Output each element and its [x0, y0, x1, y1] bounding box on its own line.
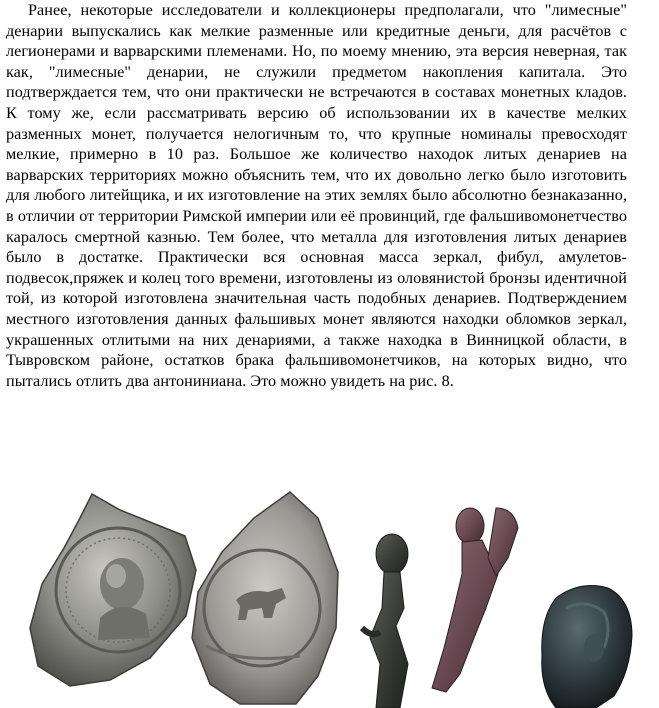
figure-artifacts	[0, 488, 659, 708]
cast-portrait-fragment	[542, 586, 632, 708]
document-body	[6, 0, 627, 391]
figure-8-photo	[0, 488, 659, 708]
main-paragraph: Ранее, некоторые исследователи и коллекционеры предполагали, что "лимесные" денарии выпускались как мелкие разменные или кредитные деньги, для расчётов с легионерами и варварскими племенами. Но, по моему мнению, эта версия неверная, так как, "лимесные" денарии, не служили предметом накопления капитала. Это подтверждается тем, что они практически не встречаются в составах монетных кладов. К тому же, если рассматривать версию об использовании их в качестве мелких разменных монет, получается нелогичным то, что крупные номиналы превосходят мелкие, примерно в 10 раз. Большое же количество находок литых денариев на варварских территориях можно объяснить тем, что их довольно легко было изготовить для любого литейщика, и их изготовление на этих землях было абсолютно безнаказанно, в отличии от территории Римской империи или её провинций, где фальшивомонетчество каралось смертной казнью. Тем более, что металла для изготовления литых денариев было в достатке. Практически вся основная масса зеркал, фибул, амулетов-подвесок,пряжек и колец того времени, изготовлены из оловянистой бронзы идентичной той, из которой изготовлена значительная часть подобных денариев. Подтверждением местного изготовления данных фальшивых монет являются находки обломков зеркал, украшенных отлитыми на них денариями, а также находка в Винницкой области, в Тывровском районе, остатков брака фальшивомонетчиков, на которых видно, что пытались отлить два антониниана. Это можно увидеть на рис. 8.	[6, 1, 627, 390]
mirror-fragment-with-portrait-denarius	[30, 494, 196, 686]
bronze-pendant-purple	[432, 508, 518, 692]
mirror-fragment-with-animal-denarius	[192, 492, 338, 704]
bronze-pendant-dark	[362, 534, 408, 708]
